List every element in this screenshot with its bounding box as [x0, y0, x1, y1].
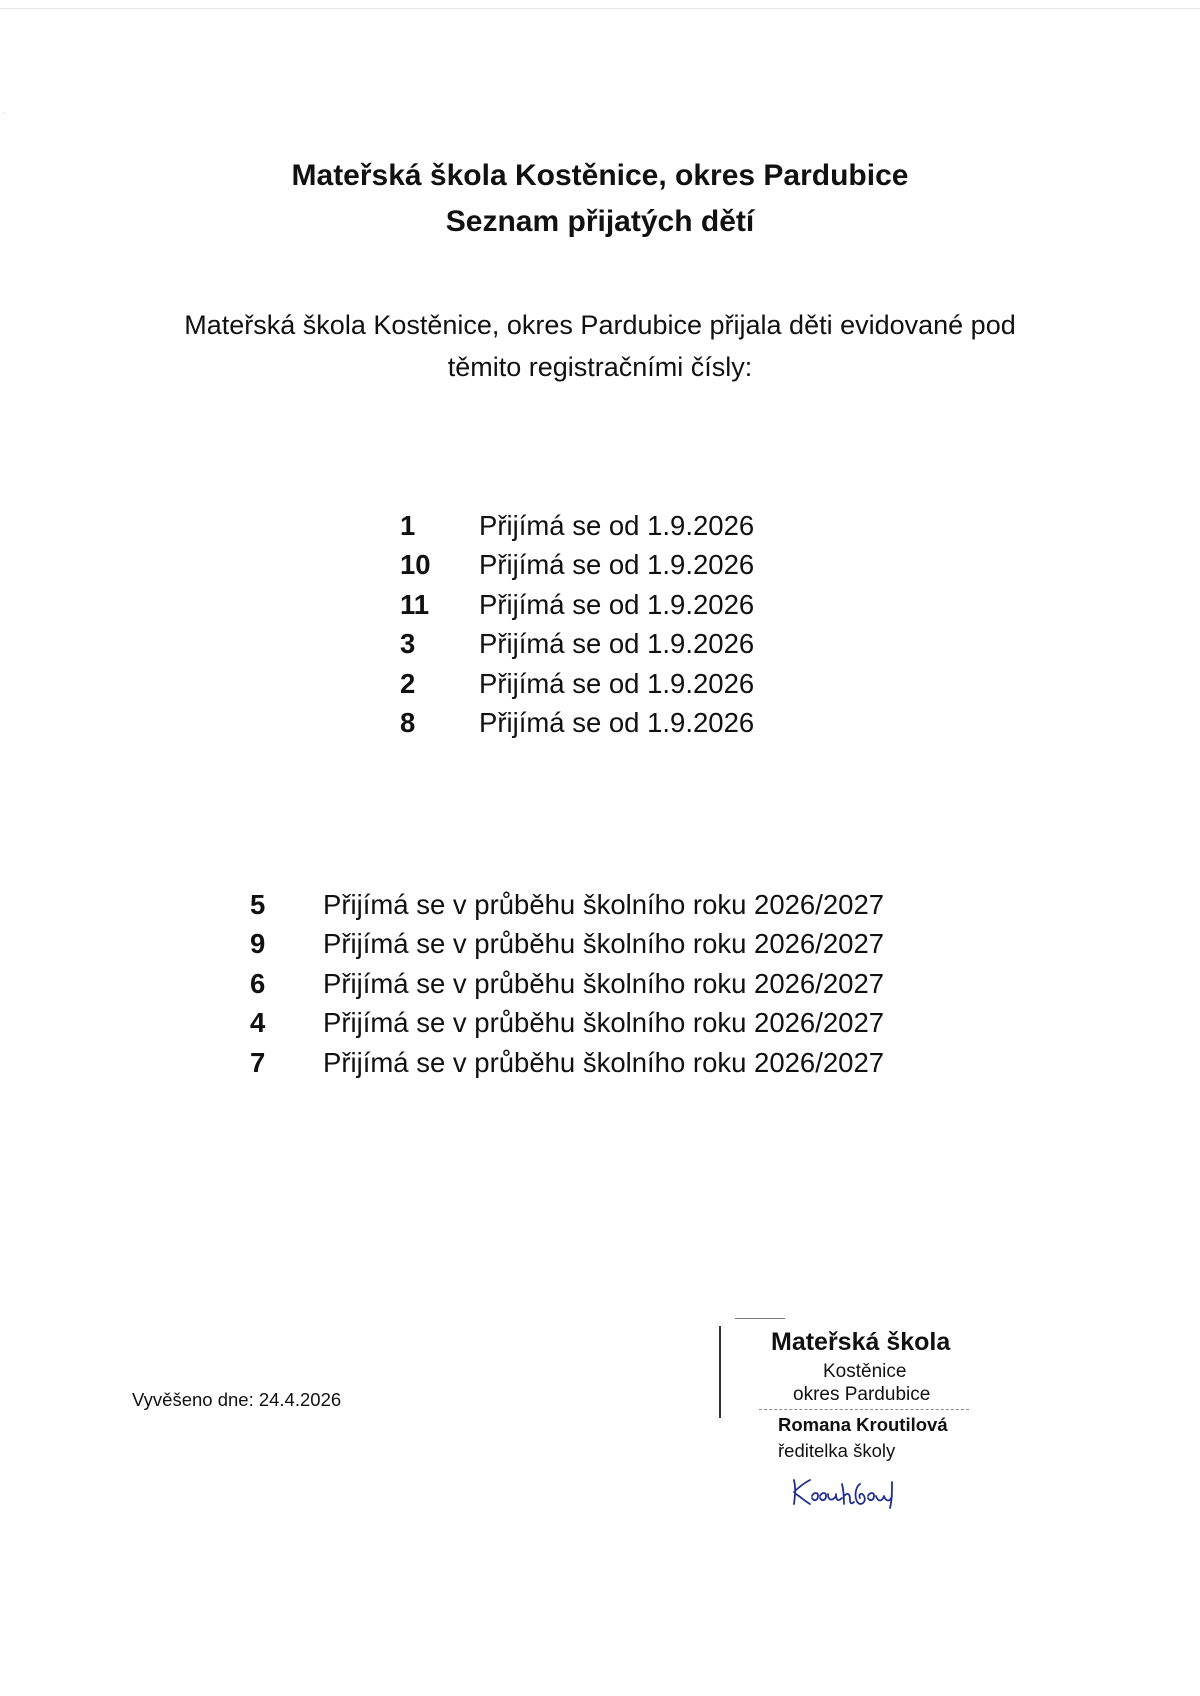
scan-edge-line — [0, 8, 1200, 9]
registration-number: 5 — [250, 889, 266, 920]
registration-number: 3 — [400, 628, 416, 660]
admission-status: Přijímá se od 1.9.2026 — [479, 549, 755, 581]
stamp-border — [719, 1326, 721, 1418]
admission-status: Přijímá se od 1.9.2026 — [479, 706, 755, 738]
list-item — [250, 924, 970, 963]
stamp-border — [735, 1318, 785, 1319]
admitted-september-list — [400, 506, 800, 742]
admission-status: Přijímá se v průběhu školního roku 2026/2027 — [323, 967, 885, 999]
list-item — [400, 664, 800, 703]
admission-status: Přijímá se v průběhu školního roku 2026/2027 — [323, 928, 885, 960]
registration-number: 11 — [400, 588, 430, 620]
document-title: Mateřská škola Kostěnice, okres Pardubice — [291, 159, 909, 192]
admitted-during-year-list — [250, 885, 970, 1082]
list-item — [400, 506, 800, 545]
list-item — [400, 545, 800, 584]
list-item — [250, 1003, 970, 1042]
registration-number: 7 — [250, 1046, 266, 1078]
list-item — [400, 624, 800, 663]
stamp-line-district: okres Pardubice — [793, 1384, 931, 1405]
registration-number: 2 — [400, 667, 416, 699]
list-item — [250, 1043, 970, 1082]
list-item — [400, 585, 800, 624]
intro-text-line2: těmito registračními čísly: — [447, 352, 753, 382]
list-item — [250, 964, 970, 1003]
admission-status: Přijímá se od 1.9.2026 — [479, 628, 755, 660]
registration-number: 10 — [400, 549, 431, 581]
stamp-line-school: Mateřská škola — [771, 1328, 951, 1356]
admission-status: Přijímá se v průběhu školního roku 2026/2027 — [323, 1046, 885, 1078]
admission-status: Přijímá se od 1.9.2026 — [479, 510, 755, 541]
admission-status: Přijímá se v průběhu školního roku 2026/2027 — [323, 1007, 885, 1039]
registration-number: 6 — [250, 967, 266, 999]
director-block — [778, 1412, 948, 1464]
admission-status: Přijímá se od 1.9.2026 — [479, 588, 755, 620]
scan-speck: · — [2, 108, 5, 118]
handwritten-signature — [788, 1462, 918, 1522]
document-subtitle: Seznam přijatých dětí — [445, 205, 755, 238]
list-item — [400, 703, 800, 742]
director-title: ředitelka školy — [778, 1440, 896, 1461]
posted-date: Vyvěšeno dne: 24.4.2026 — [132, 1389, 342, 1410]
registration-number: 1 — [400, 510, 416, 541]
intro-text-line1: Mateřská škola Kostěnice, okres Pardubice přijala děti evidované pod — [184, 310, 1016, 340]
registration-number: 4 — [250, 1007, 266, 1039]
list-item — [250, 885, 970, 924]
stamp-line-town: Kostěnice — [823, 1361, 907, 1382]
registration-number: 9 — [250, 928, 266, 960]
school-stamp — [719, 1308, 979, 1416]
stamp-border — [759, 1409, 969, 1410]
registration-number: 8 — [400, 706, 416, 738]
admission-status: Přijímá se v průběhu školního roku 2026/2027 — [323, 889, 885, 920]
director-name: Romana Kroutilová — [778, 1414, 948, 1435]
admission-status: Přijímá se od 1.9.2026 — [479, 667, 755, 699]
